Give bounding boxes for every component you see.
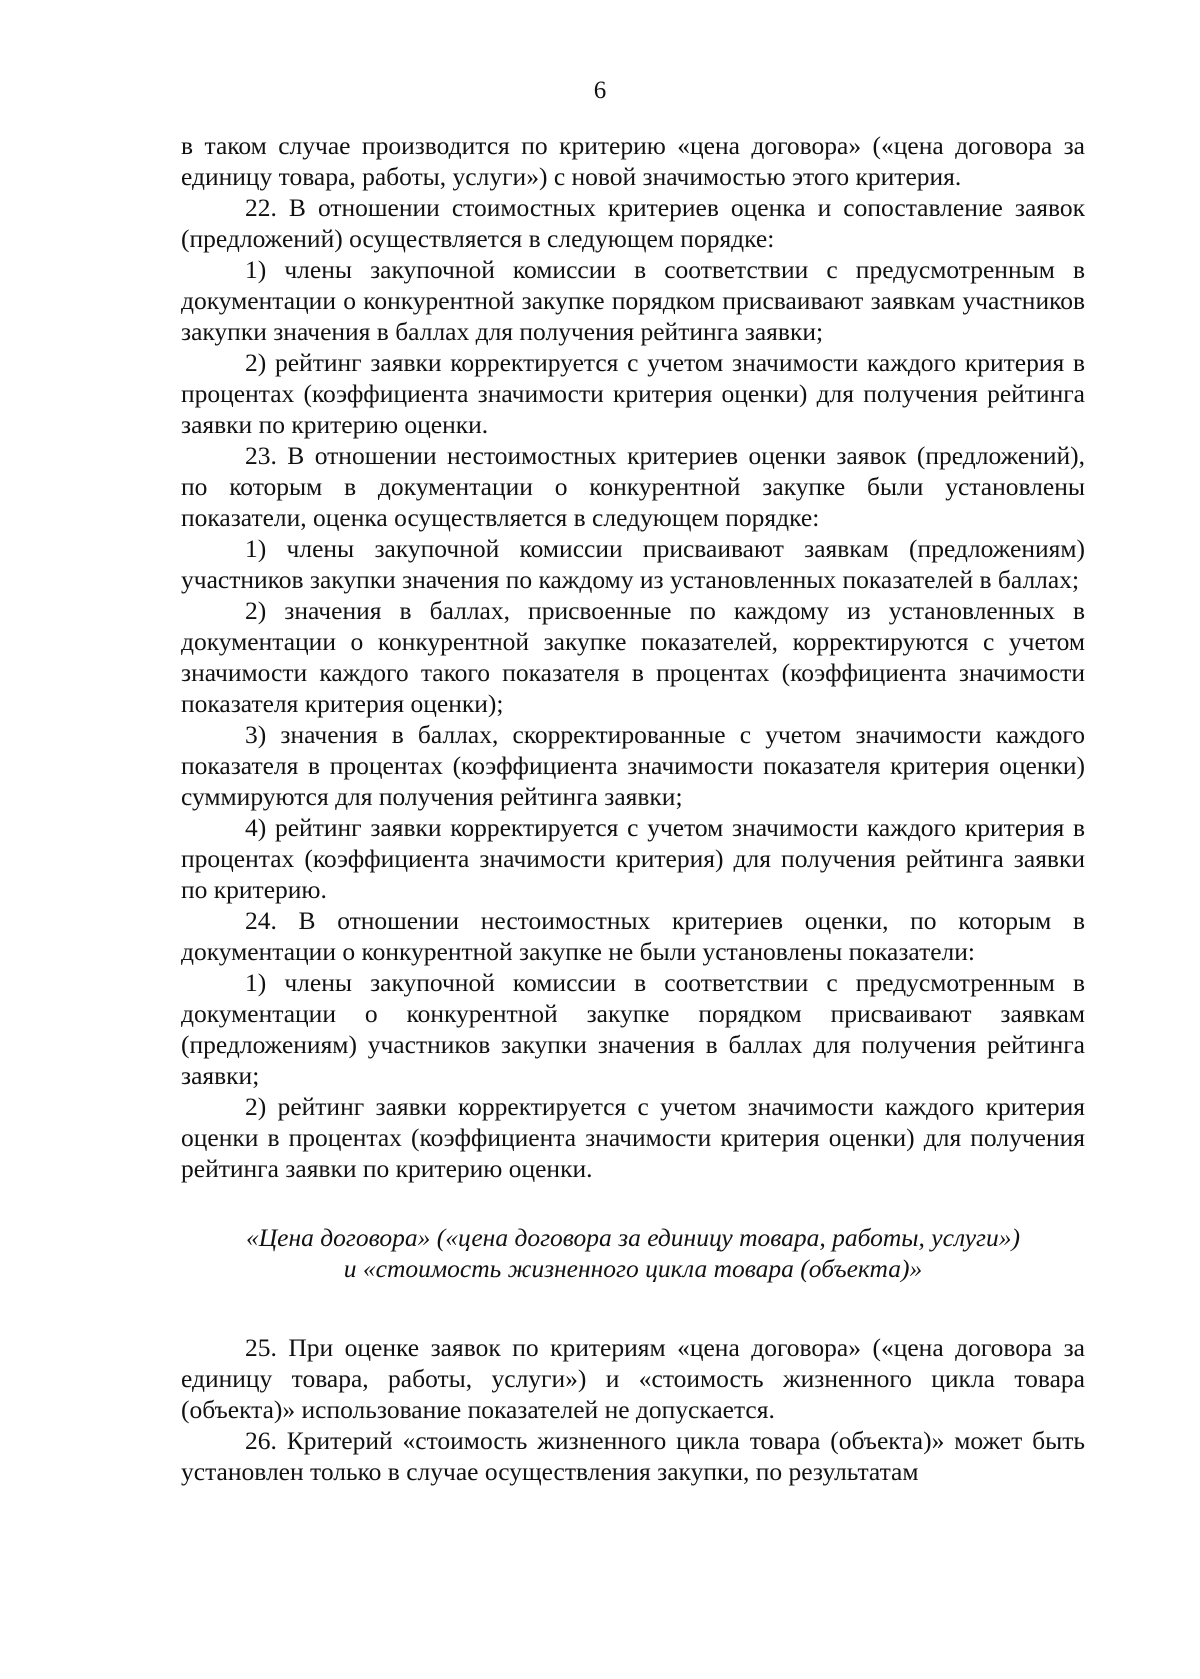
page-number: 6 (593, 77, 607, 104)
paragraph-clause-24-item-2: 2) рейтинг заявки корректируется с учетом значимости каждого критерия оценки в процентах (коэффициента значимости критерия оценки) для получения рейтинга заявки по критерию оценки. (181, 1092, 1085, 1183)
paragraph-clause-23-item-1: 1) члены закупочной комиссии присваивают заявкам (предложениям) участников закупки значения по каждому из установленных показателей в баллах; (181, 534, 1085, 594)
section-heading-line-2: и «стоимость жизненного цикла товара (объекта)» (343, 1254, 923, 1283)
paragraph-clause-22-item-2: 2) рейтинг заявки корректируется с учетом значимости каждого критерия в процентах (коэффициента значимости критерия оценки) для получения рейтинга заявки по критерию оценки. (181, 348, 1085, 439)
paragraph-clause-24: 24. В отношении нестоимостных критериев оценки, по которым в документации о конкурентной закупке не были установлены показатели: (181, 906, 1085, 966)
section-heading-line-1: «Цена договора» («цена договора за единицу товара, работы, услуги») (246, 1223, 1020, 1252)
paragraph-continuation: в таком случае производится по критерию «цена договора» («цена договора за единицу товара, работы, услуги») с новой значимостью этого критерия. (181, 131, 1085, 191)
paragraph-clause-23-item-3: 3) значения в баллах, скорректированные с учетом значимости каждого показателя в процентах (коэффициента значимости показателя критерия оценки) суммируются для получения рейтинга заявки; (181, 720, 1085, 811)
paragraph-clause-23: 23. В отношении нестоимостных критериев оценки заявок (предложений), по которым в документации о конкурентной закупке были установлены показатели, оценка осуществляется в следующем порядке: (181, 441, 1085, 532)
paragraph-clause-22-item-1: 1) члены закупочной комиссии в соответствии с предусмотренным в документации о конкурентной закупке порядком присваивают заявкам участников закупки значения в баллах для получения рейтинга заявки; (181, 255, 1085, 346)
paragraph-clause-26: 26. Критерий «стоимость жизненного цикла товара (объекта)» может быть установлен только в случае осуществления закупки, по результатам (181, 1426, 1085, 1486)
paragraph-clause-22: 22. В отношении стоимостных критериев оценка и сопоставление заявок (предложений) осуществляется в следующем порядке: (181, 193, 1085, 253)
paragraph-clause-24-item-1: 1) члены закупочной комиссии в соответствии с предусмотренным в документации о конкурентной закупке порядком присваивают заявкам (предложениям) участников закупки значения в баллах для получения рейтинга заявки; (181, 968, 1085, 1090)
paragraph-clause-25: 25. При оценке заявок по критериям «цена договора» («цена договора за единицу товара, работы, услуги») и «стоимость жизненного цикла товара (объекта)» использование показателей не допускается. (181, 1333, 1085, 1424)
section-heading (181, 1222, 1085, 1284)
paragraph-clause-23-item-4: 4) рейтинг заявки корректируется с учетом значимости каждого критерия в процентах (коэффициента значимости критерия) для получения рейтинга заявки по критерию. (181, 813, 1085, 904)
document-body (181, 130, 1085, 1487)
paragraph-clause-23-item-2: 2) значения в баллах, присвоенные по каждому из установленных в документации о конкурентной закупке показателей, корректируются с учетом значимости каждого такого показателя в процентах (коэффициента значимости показателя критерия оценки); (181, 596, 1085, 718)
